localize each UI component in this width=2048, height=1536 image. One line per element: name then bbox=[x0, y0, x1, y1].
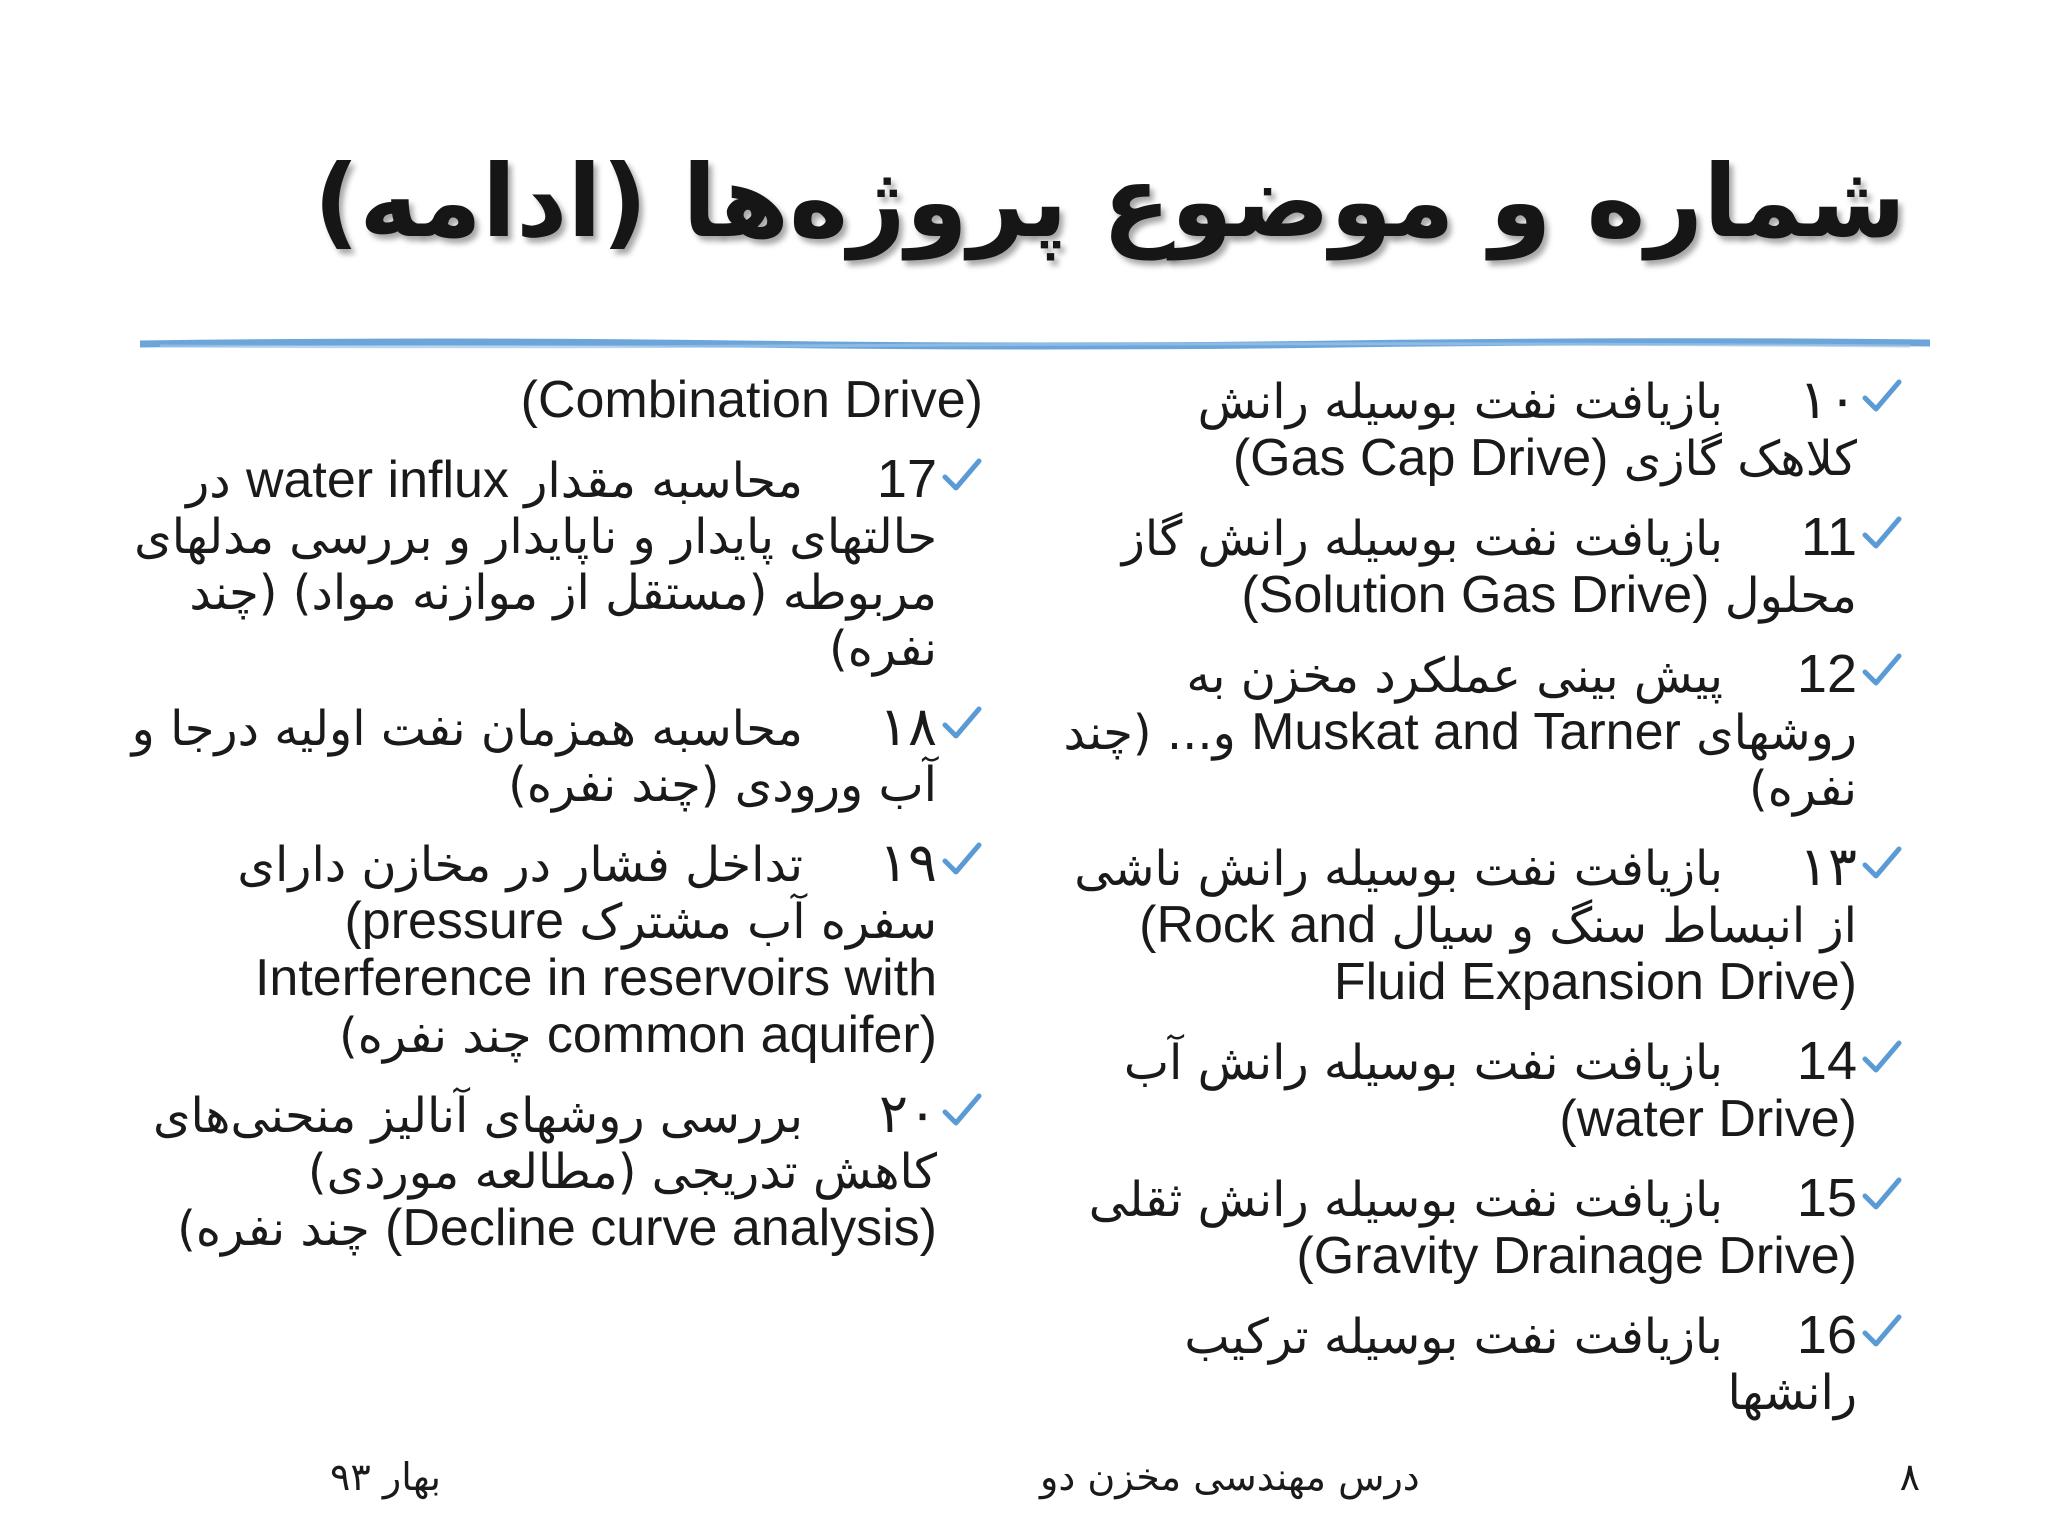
check-icon bbox=[1861, 376, 1903, 418]
item-text: بازیافت نفت بوسیله رانش ناشی از انبساط سنگ و سیال bbox=[1074, 841, 1857, 954]
item-english: (Solution Gas Drive) bbox=[1241, 566, 1710, 624]
item-suffix: چند نفره) bbox=[338, 1008, 532, 1064]
check-icon bbox=[1861, 1174, 1903, 1216]
item-english: (Decline curve analysis) bbox=[385, 1199, 937, 1257]
item-english: (Gas Cap Drive) bbox=[1232, 429, 1609, 487]
list-item bbox=[123, 699, 983, 813]
list-item bbox=[1063, 839, 1903, 1011]
item-suffix: در حالتهای پایدار و ناپایدار و بررسی مدلهای مربوطه (مستقل از موازنه مواد) (چند نفره) bbox=[134, 453, 937, 677]
item-english: water influx bbox=[245, 451, 509, 509]
slide-title: شماره و موضوع پروژه‌ها (ادامه) bbox=[313, 143, 1906, 260]
item-number: 15 bbox=[1796, 1168, 1857, 1228]
list-item bbox=[123, 835, 983, 1064]
list-item bbox=[1063, 372, 1903, 487]
item-english: (Gravity Drainage Drive) bbox=[1296, 1227, 1857, 1285]
item-number: 12 bbox=[1796, 644, 1857, 704]
item-text: محاسبه مقدار bbox=[524, 453, 803, 509]
item-suffix: چند نفره) bbox=[177, 1201, 370, 1257]
list-item bbox=[1063, 646, 1903, 817]
item-text: بازیافت نفت بوسیله رانش گاز محلول bbox=[1121, 511, 1857, 624]
check-icon bbox=[941, 703, 983, 745]
list-item bbox=[123, 1086, 983, 1257]
check-icon bbox=[941, 1090, 983, 1132]
item-text: بازیافت نفت بوسیله رانش آب bbox=[1123, 1035, 1723, 1091]
list-item bbox=[123, 451, 983, 677]
item-text: بررسی روشهای آنالیز منحنی‌های کاهش تدریجی (مطالعه موردی) bbox=[152, 1088, 937, 1200]
item-english: Muskat and Tarner bbox=[1251, 703, 1681, 761]
title-divider bbox=[140, 338, 1930, 350]
item-english: (water Drive) bbox=[1559, 1090, 1857, 1148]
item-number: 16 bbox=[1796, 1305, 1857, 1365]
check-icon bbox=[1861, 1311, 1903, 1353]
list-item bbox=[1063, 509, 1903, 624]
item-text: محاسبه همزمان نفت اولیه درجا و آب ورودی (چند نفره) bbox=[131, 701, 937, 813]
list-item bbox=[1063, 1170, 1903, 1285]
item-text: تداخل فشار در مخازن دارای سفره آب مشترک bbox=[237, 837, 937, 950]
item-number: ۱۹ bbox=[878, 833, 937, 893]
check-icon bbox=[1861, 650, 1903, 692]
item-suffix: و... (چند نفره) bbox=[1063, 705, 1857, 817]
item-text: پیش بینی عملکرد مخزن به روشهای bbox=[1186, 648, 1857, 761]
item-english: (Rock and Fluid Expansion Drive) bbox=[1139, 896, 1857, 1011]
item-text: بازیافت نفت بوسیله ترکیب رانشها bbox=[1184, 1309, 1857, 1421]
check-icon bbox=[1861, 1037, 1903, 1079]
item-text: بازیافت نفت بوسیله رانش کلاهک گازی bbox=[1197, 374, 1857, 487]
check-icon bbox=[1861, 843, 1903, 885]
course-name: درس مهندسی مخزن دو bbox=[1040, 1455, 1420, 1499]
item-text: بازیافت نفت بوسیله رانش ثقلی bbox=[1088, 1172, 1723, 1228]
list-item bbox=[1063, 1033, 1903, 1148]
term-label: بهار ۹۳ bbox=[330, 1455, 441, 1499]
check-icon bbox=[941, 455, 983, 497]
item-number: 14 bbox=[1796, 1031, 1857, 1091]
continuation-text: (Combination Drive) bbox=[520, 371, 983, 429]
check-icon bbox=[941, 839, 983, 881]
item-number: ۱۸ bbox=[878, 697, 937, 757]
item-number: 11 bbox=[1800, 507, 1857, 567]
list-item bbox=[1063, 1307, 1903, 1421]
item-number: 17 bbox=[876, 449, 937, 509]
left-column bbox=[123, 372, 983, 1279]
page-number: ۸ bbox=[1899, 1455, 1920, 1499]
right-column bbox=[1063, 372, 1903, 1443]
item-number: ۲۰ bbox=[878, 1084, 937, 1144]
check-icon bbox=[1861, 513, 1903, 555]
item-english: (pressure Interference in reservoirs with common aquifer) bbox=[254, 892, 937, 1064]
item-number: ۱۳ bbox=[1798, 837, 1857, 897]
item-number: ۱۰ bbox=[1798, 370, 1857, 430]
